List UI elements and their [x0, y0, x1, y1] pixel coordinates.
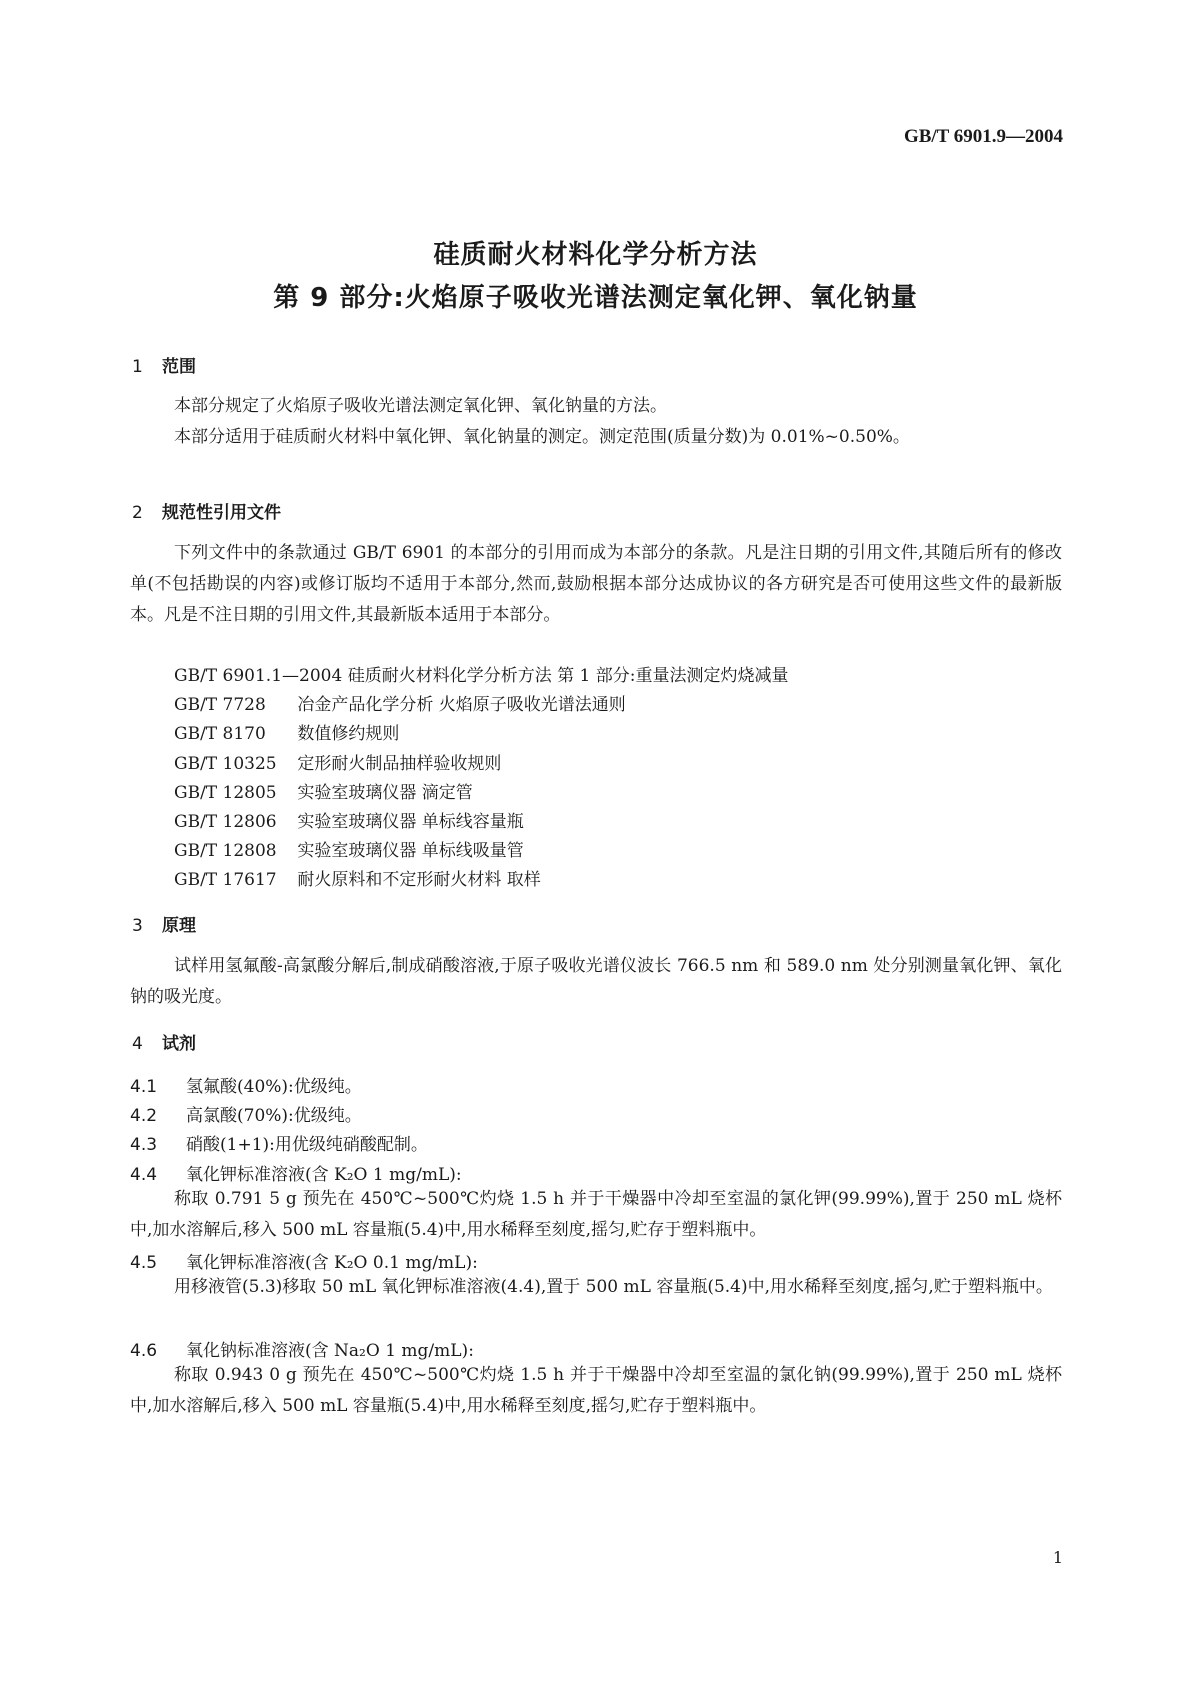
- item-number: 4.4: [130, 1165, 158, 1185]
- reference-title: 实验室玻璃仪器 滴定管: [297, 783, 473, 803]
- item-number: 4.2: [130, 1106, 158, 1126]
- item-text: 硝酸(1+1):用优级纯硝酸配制。: [186, 1135, 428, 1155]
- reference-code: GB/T 12806: [174, 812, 277, 832]
- document-title: 硅质耐火材料化学分析方法: [433, 240, 758, 270]
- item-text: 氧化钾标准溶液(含 K₂O 1 mg/mL):: [186, 1165, 462, 1185]
- document-subtitle: 第 9 部分:火焰原子吸收光谱法测定氧化钾、氧化钠量: [273, 283, 918, 313]
- reference-code: GB/T 8170: [174, 724, 266, 744]
- reference-item: [174, 807, 524, 832]
- paragraph: 本部分规定了火焰原子吸收光谱法测定氧化钾、氧化钠量的方法。: [174, 396, 667, 416]
- section-heading-principle: [132, 911, 196, 936]
- reference-item: [174, 778, 473, 803]
- section-title: 规范性引用文件: [162, 503, 281, 523]
- page-number: 1: [1052, 1548, 1063, 1567]
- reference-code: GB/T 6901.1—2004: [174, 666, 343, 686]
- item-number: 4.1: [130, 1077, 158, 1097]
- section-number: 2: [132, 503, 143, 523]
- reference-item: [174, 690, 626, 715]
- paragraph: 用移液管(5.3)移取 50 mL 氧化钾标准溶液(4.4),置于 500 mL 容量瓶(5.4)中,用水稀释至刻度,摇匀,贮于塑料瓶中。: [174, 1277, 1053, 1297]
- reference-title: 数值修约规则: [297, 724, 400, 744]
- reference-code: GB/T 7728: [174, 695, 266, 715]
- reference-item: [174, 719, 399, 744]
- reagent-item: [130, 1130, 428, 1155]
- section-heading-normative-references: [132, 498, 281, 523]
- section-heading-reagents: [132, 1029, 196, 1054]
- item-text: 高氯酸(70%):优级纯。: [186, 1106, 362, 1126]
- item-text: 氧化钾标准溶液(含 K₂O 0.1 mg/mL):: [186, 1253, 478, 1273]
- item-number: 4.5: [130, 1253, 158, 1273]
- reference-title: 耐火原料和不定形耐火材料 取样: [297, 870, 541, 890]
- reference-item: [174, 661, 788, 686]
- reference-code: GB/T 12808: [174, 841, 277, 861]
- paragraph: 下列文件中的条款通过 GB/T 6901 的本部分的引用而成为本部分的条款。凡是注日期的引用文件,其随后所有的修改单(不包括勘误的内容)或修订版均不适用于本部分,然而,鼓励根据本部分达成协议的各方研究是否可使用这些文件的最新版本。凡是不注日期的引用文件,其最新版本适用于本部分。: [130, 543, 1062, 625]
- paragraph: 本部分适用于硅质耐火材料中氧化钾、氧化钠量的测定。测定范围(质量分数)为 0.01%~0.50%。: [174, 427, 910, 447]
- reagent-item: [130, 1336, 474, 1361]
- reference-item: [174, 749, 501, 774]
- section-number: 1: [132, 357, 143, 377]
- reference-code: GB/T 10325: [174, 754, 277, 774]
- reference-title: 冶金产品化学分析 火焰原子吸收光谱法通则: [297, 695, 626, 715]
- reagent-item: [130, 1248, 478, 1273]
- paragraph: 试样用氢氟酸-高氯酸分解后,制成硝酸溶液,于原子吸收光谱仪波长 766.5 nm 和 589.0 nm 处分别测量氧化钾、氧化钠的吸光度。: [130, 956, 1062, 1007]
- reagent-item: [130, 1101, 362, 1126]
- reference-code: GB/T 12805: [174, 783, 277, 803]
- reference-code: GB/T 17617: [174, 870, 277, 890]
- paragraph: 称取 0.791 5 g 预先在 450℃~500℃灼烧 1.5 h 并于干燥器中冷却至室温的氯化钾(99.99%),置于 250 mL 烧杯中,加水溶解后,移入 500 mL 容量瓶(5.4)中,用水稀释至刻度,摇匀,贮存于塑料瓶中。: [130, 1189, 1062, 1240]
- reference-title: 实验室玻璃仪器 单标线吸量管: [297, 841, 524, 861]
- item-number: 4.3: [130, 1135, 158, 1155]
- reference-title: 实验室玻璃仪器 单标线容量瓶: [297, 812, 524, 832]
- item-text: 氢氟酸(40%):优级纯。: [186, 1077, 362, 1097]
- section-number: 4: [132, 1034, 143, 1054]
- standard-code: GB/T 6901.9—2004: [903, 126, 1063, 147]
- section-title: 范围: [162, 357, 196, 377]
- item-text: 氧化钠标准溶液(含 Na₂O 1 mg/mL):: [186, 1341, 474, 1361]
- reference-title: 定形耐火制品抽样验收规则: [297, 754, 502, 774]
- section-number: 3: [132, 916, 143, 936]
- section-title: 试剂: [162, 1034, 196, 1054]
- reagent-item: [130, 1160, 462, 1185]
- section-heading-scope: [132, 352, 196, 377]
- reference-item: [174, 836, 524, 861]
- reagent-item: [130, 1072, 362, 1097]
- reference-item: [174, 865, 541, 890]
- paragraph: 称取 0.943 0 g 预先在 450℃~500℃灼烧 1.5 h 并于干燥器中冷却至室温的氯化钠(99.99%),置于 250 mL 烧杯中,加水溶解后,移入 500 mL 容量瓶(5.4)中,用水稀释至刻度,摇匀,贮存于塑料瓶中。: [130, 1365, 1062, 1416]
- section-title: 原理: [162, 916, 196, 936]
- item-number: 4.6: [130, 1341, 158, 1361]
- reference-title: 硅质耐火材料化学分析方法 第 1 部分:重量法测定灼烧减量: [347, 666, 789, 686]
